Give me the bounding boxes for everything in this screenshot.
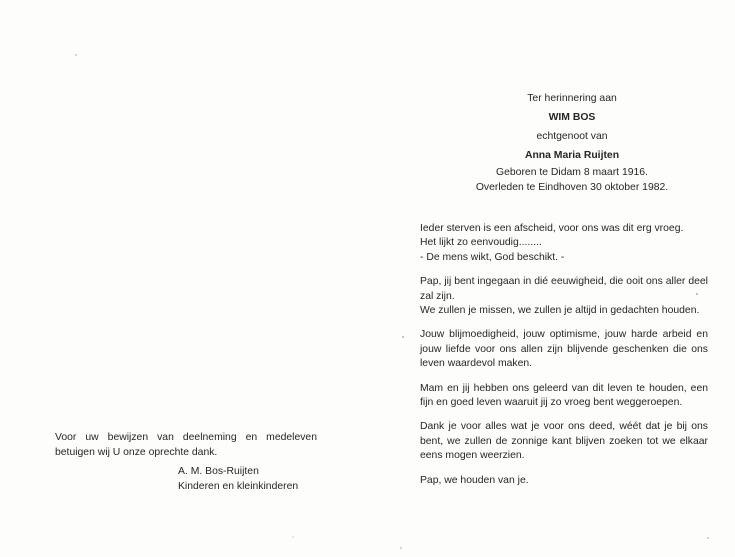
spouse-name: Anna Maria Ruijten <box>524 150 620 161</box>
stanza-4: Mam en jij hebben ons geleerd van dit leven te houden, een fijn en goed leven waaruit jij zo vroeg bent weggeroepen. <box>420 382 708 409</box>
thanks-text: Voor uw bewijzen van deelneming en medeleven betuigen wij U onze oprechte dank. <box>55 432 317 458</box>
deceased-name: WIM BOS <box>548 112 596 123</box>
stanza-1-line-1: Ieder sterven is een afscheid, voor ons was dit erg vroeg. <box>420 223 684 234</box>
stanza-1 <box>420 222 708 265</box>
stanza-6: Pap, we houden van je. <box>420 474 529 486</box>
right-panel <box>367 0 735 557</box>
signature-family: Kinderen en kleinkinderen <box>178 481 299 492</box>
stanza-2-part-1: Pap, jij bent ingegaan in dié eeuwigheid, die ooit ons aller deel zal zijn. <box>420 276 708 302</box>
memorial-text <box>420 222 708 498</box>
left-panel <box>0 0 367 557</box>
stanza-3: Jouw blijmoedigheid, jouw optimisme, jouw harde arbeid en jouw liefde voor ons allen zijn blijvende geschenken die ons leven waardevol maken. <box>420 329 708 370</box>
stanza-5: Dank je voor alles wat je voor ons deed, wéét dat je bij ons bent, we zullen de zonnige kant blijven zoeken tot we elkaar eens mogen weerzien. <box>420 421 708 462</box>
stanza-1-line-3: - De mens wikt, God beschikt. - <box>420 251 565 263</box>
relation-text: echtgenoot van <box>536 131 608 142</box>
stanza-2 <box>420 275 708 318</box>
death-line: Overleden te Eindhoven 30 oktober 1982. <box>475 181 669 193</box>
signatures <box>178 464 298 494</box>
intro-text: Ter herinnering aan <box>527 93 617 104</box>
life-dates <box>437 166 707 195</box>
memorial-header <box>437 89 707 195</box>
stanza-2-part-2: We zullen je missen, we zullen je altijd in gedachten houden. <box>420 305 700 317</box>
stanza-1-line-2: Het lijkt zo eenvoudig........ <box>420 237 542 249</box>
birth-line: Geboren te Didam 8 maart 1916. <box>496 167 648 178</box>
signature-widow: A. M. Bos-Ruijten <box>178 466 259 477</box>
